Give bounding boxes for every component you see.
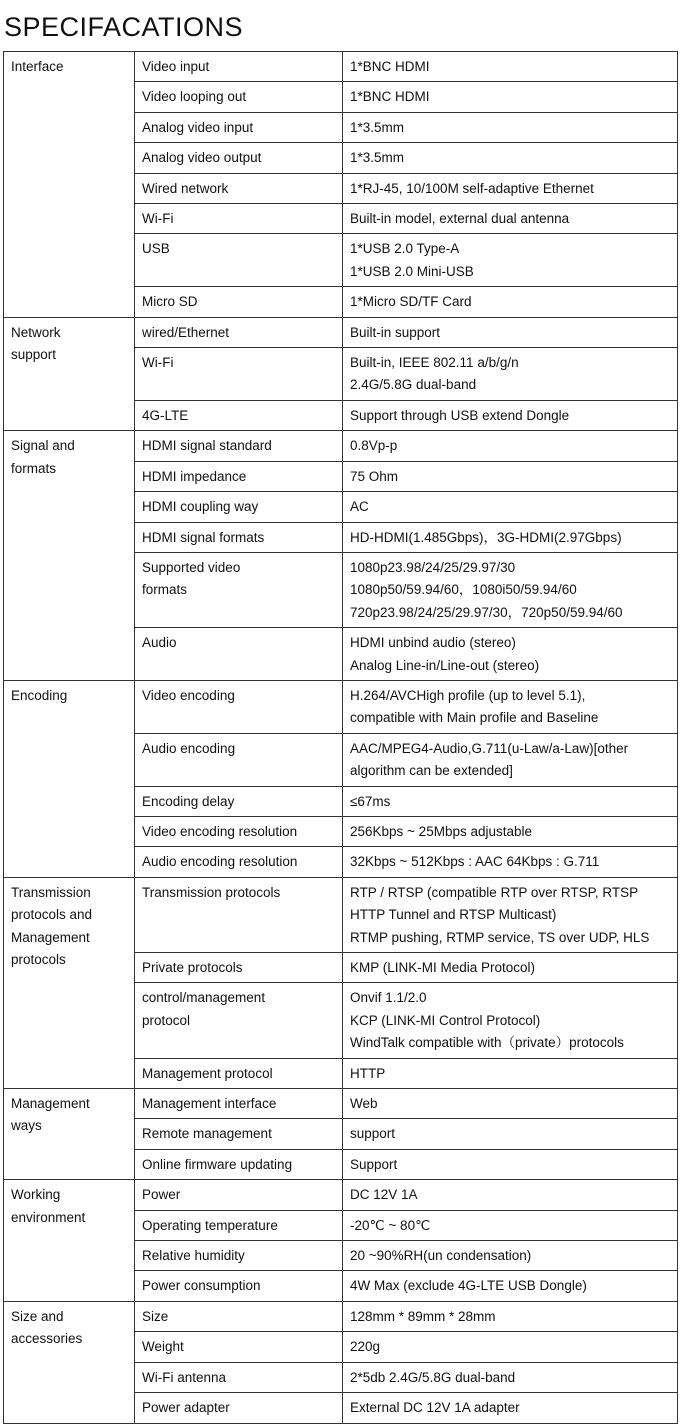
item-cell	[135, 348, 343, 401]
cell-line: -20℃ ~ 80℃	[350, 1217, 431, 1233]
cell-line: 2*5db 2.4G/5.8G dual-band	[350, 1369, 516, 1385]
cell-line: HTTP Tunnel and RTSP Multicast)	[350, 907, 557, 923]
item-cell	[135, 1241, 343, 1271]
value-cell	[343, 112, 678, 142]
cell-line: 2.4G/5.8G dual-band	[350, 377, 477, 393]
value-cell	[343, 1058, 678, 1088]
cell-line: 75 Ohm	[350, 468, 399, 484]
cell-line: HDMI signal standard	[142, 438, 272, 454]
value-cell	[343, 733, 678, 786]
value-cell	[343, 1393, 678, 1423]
cell-line: HDMI signal formats	[142, 529, 265, 545]
value-cell	[343, 287, 678, 317]
cell-line: Analog video output	[142, 150, 262, 166]
item-cell	[135, 733, 343, 786]
value-cell	[343, 1362, 678, 1392]
value-cell	[343, 173, 678, 203]
cell-line: RTMP pushing, RTMP service, TS over UDP, HLS	[350, 929, 650, 945]
cell-line: Signal and	[11, 438, 75, 454]
spec-row	[4, 431, 678, 461]
spec-row	[4, 52, 678, 82]
cell-line: Video looping out	[142, 89, 247, 105]
value-cell	[343, 1089, 678, 1119]
cell-line: Working	[11, 1187, 61, 1203]
cell-line: protocols	[11, 952, 66, 967]
specifications-table-body	[4, 52, 678, 1424]
cell-line: HDMI unbind audio (stereo)	[350, 635, 516, 651]
cell-line: 220g	[350, 1339, 381, 1355]
item-cell	[135, 82, 343, 112]
cell-line: H.264/AVCHigh profile (up to level 5.1),	[350, 687, 586, 703]
cell-line: HD-HDMI(1.485Gbps)，3G-HDMI(2.97Gbps)	[350, 529, 622, 545]
item-cell	[135, 1332, 343, 1362]
cell-line: Built-in, IEEE 802.11 a/b/g/n	[350, 355, 519, 371]
cell-line: Audio encoding resolution	[142, 854, 298, 870]
item-cell	[135, 1271, 343, 1301]
item-cell	[135, 317, 343, 347]
cell-line: Built-in model, external dual antenna	[350, 211, 570, 227]
value-cell	[343, 431, 678, 461]
category-cell	[4, 317, 135, 431]
page-title: SPECIFACATIONS	[4, 12, 244, 42]
cell-line: support	[11, 347, 57, 363]
value-cell	[343, 204, 678, 234]
cell-line: Power consumption	[142, 1278, 261, 1294]
value-cell	[343, 400, 678, 430]
value-cell	[343, 1301, 678, 1331]
cell-line: 4G-LTE	[142, 407, 189, 423]
cell-line: Remote management	[142, 1126, 272, 1142]
cell-line: ways	[11, 1118, 42, 1134]
cell-line: 1*RJ-45, 10/100M self-adaptive Ethernet	[350, 180, 594, 196]
category-cell	[4, 431, 135, 681]
cell-line: HDMI coupling way	[142, 499, 259, 515]
cell-line: 1*3.5mm	[350, 150, 405, 166]
cell-line: 20 ~90%RH(un condensation)	[350, 1248, 532, 1264]
cell-line: KMP (LINK-MI Media Protocol)	[350, 960, 536, 975]
item-cell	[135, 287, 343, 317]
cell-line: 1*USB 2.0 Mini-USB	[350, 263, 474, 279]
category-cell	[4, 1301, 135, 1423]
value-cell	[343, 877, 678, 952]
item-cell	[135, 492, 343, 522]
cell-line: USB	[142, 241, 170, 257]
cell-line: 1*BNC HDMI	[350, 59, 430, 74]
cell-line: Management interface	[142, 1096, 277, 1112]
cell-line: Relative humidity	[142, 1248, 245, 1264]
cell-line: Wi-Fi	[142, 211, 174, 227]
category-cell	[4, 877, 135, 1088]
cell-line: RTP / RTSP (compatible RTP over RTSP, RTSP	[350, 884, 639, 900]
cell-line: Operating temperature	[142, 1217, 278, 1233]
cell-line: Size	[142, 1308, 169, 1324]
item-cell	[135, 143, 343, 173]
item-cell	[135, 680, 343, 733]
cell-line: Size and	[11, 1308, 64, 1324]
cell-line: Wi-Fi	[142, 355, 174, 371]
cell-line: 1080p23.98/24/25/29.97/30	[350, 559, 516, 575]
category-cell	[4, 680, 135, 877]
value-cell	[343, 953, 678, 983]
cell-line: ≤67ms	[350, 793, 391, 809]
cell-line: Analog Line-in/Line-out (stereo)	[350, 657, 540, 673]
item-cell	[135, 628, 343, 681]
cell-line: protocols and	[11, 907, 93, 923]
value-cell	[343, 1271, 678, 1301]
item-cell	[135, 52, 343, 82]
item-cell	[135, 1149, 343, 1179]
cell-line: Power	[142, 1187, 181, 1203]
value-cell	[343, 492, 678, 522]
value-cell	[343, 82, 678, 112]
cell-line: formats	[11, 460, 57, 476]
cell-line: Encoding delay	[142, 793, 235, 809]
cell-line: 4W Max (exclude 4G-LTE USB Dongle)	[350, 1278, 587, 1294]
item-cell	[135, 953, 343, 983]
cell-line: control/management	[142, 990, 266, 1006]
cell-line: accessories	[11, 1331, 83, 1347]
cell-line: Video encoding resolution	[142, 823, 298, 839]
cell-line: Support	[350, 1156, 398, 1172]
cell-line: 0.8Vp-p	[350, 438, 398, 454]
item-cell	[135, 1089, 343, 1119]
item-cell	[135, 522, 343, 552]
cell-line: Private protocols	[142, 960, 243, 975]
cell-line: DC 12V 1A	[350, 1187, 418, 1203]
value-cell	[343, 1332, 678, 1362]
cell-line: Video encoding	[142, 687, 235, 703]
cell-line: Weight	[142, 1339, 184, 1355]
value-cell	[343, 847, 678, 877]
category-cell	[4, 1180, 135, 1302]
cell-line: External DC 12V 1A adapter	[350, 1400, 520, 1416]
cell-line: Transmission protocols	[142, 884, 281, 900]
spec-row	[4, 1089, 678, 1119]
spec-row	[4, 1301, 678, 1331]
cell-line: algorithm can be extended]	[350, 763, 513, 779]
value-cell	[343, 522, 678, 552]
spec-row	[4, 1180, 678, 1210]
cell-line	[350, 738, 670, 760]
cell-line: Built-in support	[350, 324, 441, 340]
cell-line: Web	[350, 1096, 378, 1112]
item-cell	[135, 552, 343, 627]
cell-line: compatible with Main profile and Baseline	[350, 710, 599, 726]
item-cell	[135, 1210, 343, 1240]
value-cell	[343, 143, 678, 173]
cell-line: Onvif 1.1/2.0	[350, 990, 427, 1006]
cell-line: Management	[11, 1096, 90, 1112]
cell-line: HDMI impedance	[142, 468, 247, 484]
cell-line: Wired network	[142, 180, 229, 196]
cell-line: wired/Ethernet	[142, 324, 230, 340]
item-cell	[135, 234, 343, 287]
item-cell	[135, 1180, 343, 1210]
item-cell	[135, 1119, 343, 1149]
item-cell	[135, 400, 343, 430]
cell-line: KCP (LINK-MI Control Protocol)	[350, 1012, 541, 1028]
cell-line: Supported video	[142, 559, 241, 575]
cell-line: 256Kbps ~ 25Mbps adjustable	[350, 823, 533, 839]
cell-line: Analog video input	[142, 119, 254, 135]
cell-line: Support through USB extend Dongle	[350, 407, 570, 423]
cell-line: 128mm * 89mm * 28mm	[350, 1308, 496, 1324]
item-cell	[135, 983, 343, 1058]
value-cell	[343, 816, 678, 846]
item-cell	[135, 1058, 343, 1088]
cell-line: Micro SD	[142, 294, 198, 310]
cell-line: 1080p50/59.94/60，1080i50/59.94/60	[350, 582, 577, 598]
cell-line: Online firmware updating	[142, 1156, 293, 1172]
specifications-table	[3, 51, 678, 1424]
value-cell	[343, 234, 678, 287]
cell-line: Video input	[142, 59, 210, 74]
spec-row	[4, 317, 678, 347]
value-cell	[343, 552, 678, 627]
cell-line: 1*3.5mm	[350, 119, 405, 135]
cell-line: Management protocol	[142, 1065, 273, 1081]
value-cell	[343, 1180, 678, 1210]
cell-line: Wi-Fi antenna	[142, 1369, 227, 1385]
cell-line: Audio	[142, 635, 177, 651]
value-cell	[343, 461, 678, 491]
spec-row	[4, 680, 678, 733]
spec-row	[4, 877, 678, 952]
cell-line: protocol	[142, 1012, 191, 1028]
item-cell	[135, 461, 343, 491]
cell-line: Network	[11, 324, 61, 340]
cell-line: 1*Micro SD/TF Card	[350, 294, 472, 310]
value-cell	[343, 628, 678, 681]
item-cell	[135, 112, 343, 142]
cell-line: Power adapter	[142, 1400, 230, 1416]
cell-line: Management	[11, 929, 90, 945]
cell-line: Interface	[11, 59, 64, 74]
item-cell	[135, 1362, 343, 1392]
cell-line: Encoding	[11, 687, 68, 703]
item-cell	[135, 877, 343, 952]
cell-line: 720p23.98/24/25/29.97/30，720p50/59.94/60	[350, 604, 623, 620]
value-cell	[343, 1241, 678, 1271]
cell-line: 32Kbps ~ 512Kbps : AAC 64Kbps : G.711	[350, 854, 600, 870]
cell-line: 1*BNC HDMI	[350, 89, 430, 105]
value-cell	[343, 680, 678, 733]
value-cell	[343, 1149, 678, 1179]
category-cell	[4, 52, 135, 318]
cell-line: Transmission	[11, 884, 91, 900]
item-cell	[135, 173, 343, 203]
item-cell	[135, 847, 343, 877]
item-cell	[135, 431, 343, 461]
cell-line: WindTalk compatible with（private）protocols	[350, 1035, 624, 1051]
category-cell	[4, 1089, 135, 1180]
cell-line: AC	[350, 499, 369, 515]
value-cell	[343, 52, 678, 82]
value-cell	[343, 348, 678, 401]
cell-line: environment	[11, 1209, 86, 1225]
value-cell	[343, 1119, 678, 1149]
cell-line: 1*USB 2.0 Type-A	[350, 241, 460, 257]
cell-line: Audio encoding	[142, 740, 236, 756]
cell-line: support	[350, 1126, 396, 1142]
value-cell	[343, 983, 678, 1058]
cell-line: formats	[142, 582, 188, 598]
item-cell	[135, 816, 343, 846]
item-cell	[135, 204, 343, 234]
cell-line: HTTP	[350, 1065, 386, 1081]
cell-line-part: AAC/MPEG4-Audio,G.711(u-Law/a-Law)	[350, 740, 594, 756]
value-cell	[343, 317, 678, 347]
cell-line-part: [other	[593, 740, 629, 756]
item-cell	[135, 786, 343, 816]
value-cell	[343, 1210, 678, 1240]
value-cell	[343, 786, 678, 816]
item-cell	[135, 1301, 343, 1331]
item-cell	[135, 1393, 343, 1423]
